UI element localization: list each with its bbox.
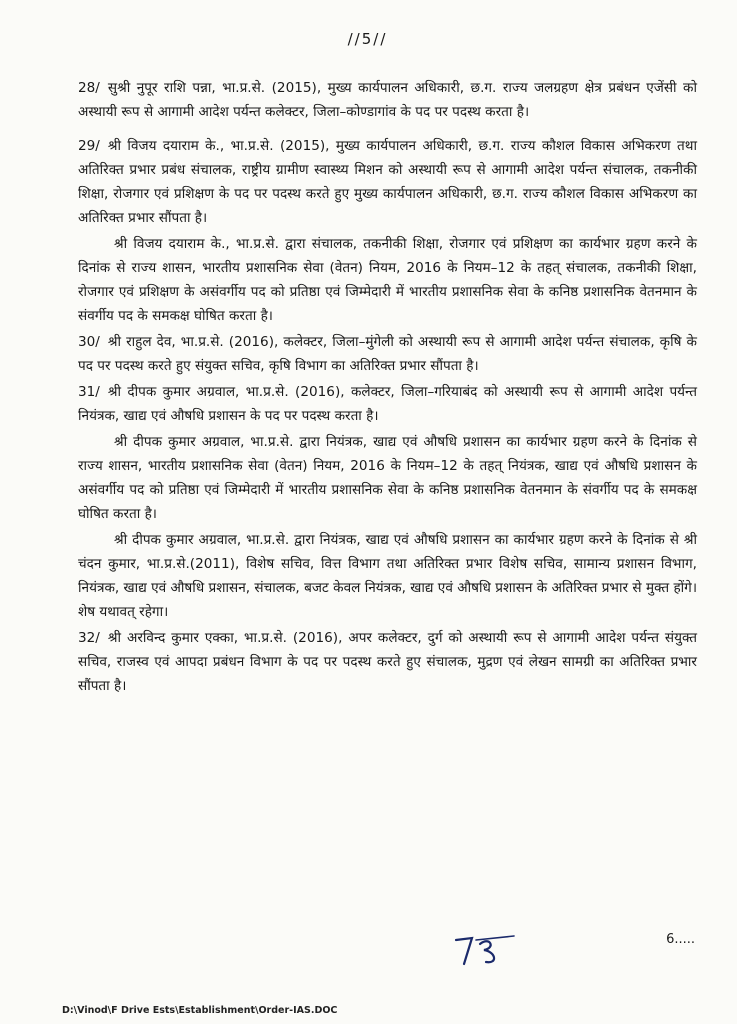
page-number: //5// [347,30,388,48]
order-item-30 [78,330,697,378]
order-item-31 [78,380,697,428]
order-item-31-note-1 [78,430,697,526]
item-number: 29/ [78,138,100,154]
item-text: श्री विजय दयाराम के., भा.प्र.से. द्वारा संचालक, तकनीकी शिक्षा, रोजगार एवं प्रशिक्षण का कार्यभार ग्रहण करने के दिनांक से राज्य शासन, भारतीय प्रशासनिक सेवा (वेतन) नियम, 2016 के नियम–12 के तहत् संचालक, तकनीकी शिक्षा, रोजगार एवं प्रशिक्षण के असंवर्गीय पद को प्रतिष्ठा एवं जिम्मेदारी में भारतीय प्रशासनिक सेवा के कनिष्ठ प्रशासनिक वेतनमान के संवर्गीय पद के समकक्ष घोषित करता है। [78,236,697,324]
order-item-31-note-2 [78,528,697,624]
file-path-footer: D:\Vinod\F Drive Ests\Establishment\Order-IAS.DOC [62,1005,338,1016]
order-item-32 [78,626,697,698]
item-text: सुश्री नुपूर राशि पन्ना, भा.प्र.से. (2015), मुख्य कार्यपालन अधिकारी, छ.ग. राज्य जलग्रहण क्षेत्र प्रबंधन एजेंसी को अस्थायी रूप से आगामी आदेश पर्यन्त कलेक्टर, जिला–कोण्डागांव के पद पर पदस्थ करता है। [78,80,697,120]
item-text: श्री दीपक कुमार अग्रवाल, भा.प्र.से. द्वारा नियंत्रक, खाद्य एवं औषधि प्रशासन का कार्यभार ग्रहण करने के दिनांक से श्री चंदन कुमार, भा.प्र.से.(2011), विशेष सचिव, वित्त विभाग तथा अतिरिक्त प्रभार विशेष सचिव, सामान्य प्रशासन विभाग, नियंत्रक, खाद्य एवं औषधि प्रशासन, संचालक, बजट केवल नियंत्रक, खाद्य एवं औषधि प्रशासन के अतिरिक्त प्रभार से मुक्त होंगे। शेष यथावत् रहेगा। [78,532,697,620]
item-number: 32/ [78,630,100,646]
item-number: 31/ [78,384,100,400]
item-text: श्री दीपक कुमार अग्रवाल, भा.प्र.से. द्वारा नियंत्रक, खाद्य एवं औषधि प्रशासन का कार्यभार ग्रहण करने के दिनांक से राज्य शासन, भारतीय प्रशासनिक सेवा (वेतन) नियम, 2016 के नियम–12 के तहत् नियंत्रक, खाद्य एवं औषधि प्रशासन के असंवर्गीय पद को प्रतिष्ठा एवं जिम्मेदारी में भारतीय प्रशासनिक सेवा के कनिष्ठ प्रशासनिक वेतनमान के संवर्गीय पद के समकक्ष घोषित करता है। [78,434,697,522]
signature-mark [450,930,520,970]
order-item-29-note [78,232,697,328]
next-page-marker: 6..... [666,932,695,947]
item-text: श्री अरविन्द कुमार एक्का, भा.प्र.से. (2016), अपर कलेक्टर, दुर्ग को अस्थायी रूप से आगामी आदेश पर्यन्त संयुक्त सचिव, राजस्व एवं आपदा प्रबंधन विभाग के पद पर पदस्थ करते हुए संचालक, मुद्रण एवं लेखन सामग्री का अतिरिक्त प्रभार सौंपता है। [78,630,697,694]
item-number: 30/ [78,334,100,350]
item-text: श्री विजय दयाराम के., भा.प्र.से. (2015), मुख्य कार्यपालन अधिकारी, छ.ग. राज्य कौशल विकास अभिकरण तथा अतिरिक्त प्रभार प्रबंध संचालक, राष्ट्रीय ग्रामीण स्वास्थ्य मिशन को अस्थायी रूप से आगामी आदेश पर्यन्त संचालक, तकनीकी शिक्षा, रोजगार एवं प्रशिक्षण के पद पर पदस्थ करते हुए मुख्य कार्यपालन अधिकारी, छ.ग. राज्य कौशल विकास अभिकरण का अतिरिक्त प्रभार सौंपता है। [78,138,697,226]
item-text: श्री दीपक कुमार अग्रवाल, भा.प्र.से. (2016), कलेक्टर, जिला–गरियाबंद को अस्थायी रूप से आगामी आदेश पर्यन्त नियंत्रक, खाद्य एवं औषधि प्रशासन के पद पर पदस्थ करता है। [78,384,697,424]
item-number: 28/ [78,80,100,96]
order-item-29 [78,134,697,230]
order-item-28 [78,76,697,124]
item-text: श्री राहुल देव, भा.प्र.से. (2016), कलेक्टर, जिला–मुंगेली को अस्थायी रूप से आगामी आदेश पर्यन्त संचालक, कृषि के पद पर पदस्थ करते हुए संयुक्त सचिव, कृषि विभाग का अतिरिक्त प्रभार सौंपता है। [78,334,697,374]
